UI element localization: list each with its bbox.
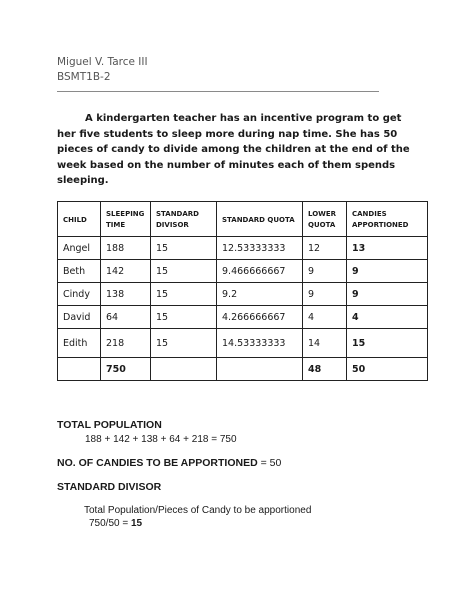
candies-apportioned-line xyxy=(57,457,281,469)
cell-lower: 4 xyxy=(303,306,347,329)
cell-divisor: 15 xyxy=(151,237,217,260)
standard-divisor-heading: STANDARD DIVISOR xyxy=(57,481,162,493)
table-totals-row xyxy=(58,358,428,381)
header-standard-quota: STANDARD QUOTA xyxy=(217,202,303,237)
table-row xyxy=(58,283,428,306)
cell-sleeping: 138 xyxy=(101,283,151,306)
cell-candies: 9 xyxy=(347,260,428,283)
cell-child: Angel xyxy=(58,237,101,260)
problem-text: A kindergarten teacher has an incentive program to get her five students to sleep more during nap time. She has 50 pieces of candy to divide among the children at the end of the week based on the number of minutes each of them spends sleeping. xyxy=(57,113,410,186)
cell-divisor: 15 xyxy=(151,260,217,283)
header-standard-divisor: STANDARD DIVISOR xyxy=(151,202,217,237)
header-child: CHILD xyxy=(58,202,101,237)
cell-sleeping: 142 xyxy=(101,260,151,283)
total-population-heading: TOTAL POPULATION xyxy=(57,419,162,431)
problem-statement xyxy=(57,111,419,189)
table-header-row xyxy=(58,202,428,237)
cell-lower: 9 xyxy=(303,260,347,283)
header-divider xyxy=(57,91,379,92)
standard-divisor-calc-prefix: 750/50 = xyxy=(89,518,131,529)
cell-quota: 9.466666667 xyxy=(217,260,303,283)
total-population-equation: 188 + 142 + 138 + 64 + 218 = 750 xyxy=(85,434,237,445)
total-sleeping: 750 xyxy=(101,358,151,381)
cell-sleeping: 64 xyxy=(101,306,151,329)
cell-sleeping: 188 xyxy=(101,237,151,260)
course-section: BSMT1B-2 xyxy=(57,71,111,83)
cell-candies: 9 xyxy=(347,283,428,306)
cell-child: Beth xyxy=(58,260,101,283)
cell-candies: 13 xyxy=(347,237,428,260)
cell-quota: 4.266666667 xyxy=(217,306,303,329)
candies-apportioned-value: = 50 xyxy=(257,457,282,469)
cell-divisor: 15 xyxy=(151,329,217,358)
cell-child: Edith xyxy=(58,329,101,358)
standard-divisor-result: 15 xyxy=(130,518,143,529)
standard-divisor-calc xyxy=(89,518,142,529)
cell-quota: 9.2 xyxy=(217,283,303,306)
total-candies: 50 xyxy=(347,358,428,381)
total-lower: 48 xyxy=(303,358,347,381)
cell-child: David xyxy=(58,306,101,329)
cell-divisor: 15 xyxy=(151,283,217,306)
cell-empty xyxy=(58,358,101,381)
cell-quota: 14.53333333 xyxy=(217,329,303,358)
cell-lower: 12 xyxy=(303,237,347,260)
cell-child: Cindy xyxy=(58,283,101,306)
table-row xyxy=(58,329,428,358)
cell-quota: 12.53333333 xyxy=(217,237,303,260)
cell-candies: 15 xyxy=(347,329,428,358)
candies-apportioned-label: NO. OF CANDIES TO BE APPORTIONED xyxy=(57,457,258,469)
cell-empty xyxy=(217,358,303,381)
cell-lower: 14 xyxy=(303,329,347,358)
header-candies-apportioned: CANDIES APPORTIONED xyxy=(347,202,428,237)
apportionment-table xyxy=(57,201,428,381)
table-row xyxy=(58,306,428,329)
table-row xyxy=(58,237,428,260)
cell-divisor: 15 xyxy=(151,306,217,329)
cell-lower: 9 xyxy=(303,283,347,306)
cell-candies: 4 xyxy=(347,306,428,329)
header-lower-quota: LOWER QUOTA xyxy=(303,202,347,237)
cell-empty xyxy=(151,358,217,381)
table-row xyxy=(58,260,428,283)
cell-sleeping: 218 xyxy=(101,329,151,358)
header-sleeping-time: SLEEPING TIME xyxy=(101,202,151,237)
author-name: Miguel V. Tarce III xyxy=(57,56,148,68)
standard-divisor-formula: Total Population/Pieces of Candy to be apportioned xyxy=(84,505,312,516)
